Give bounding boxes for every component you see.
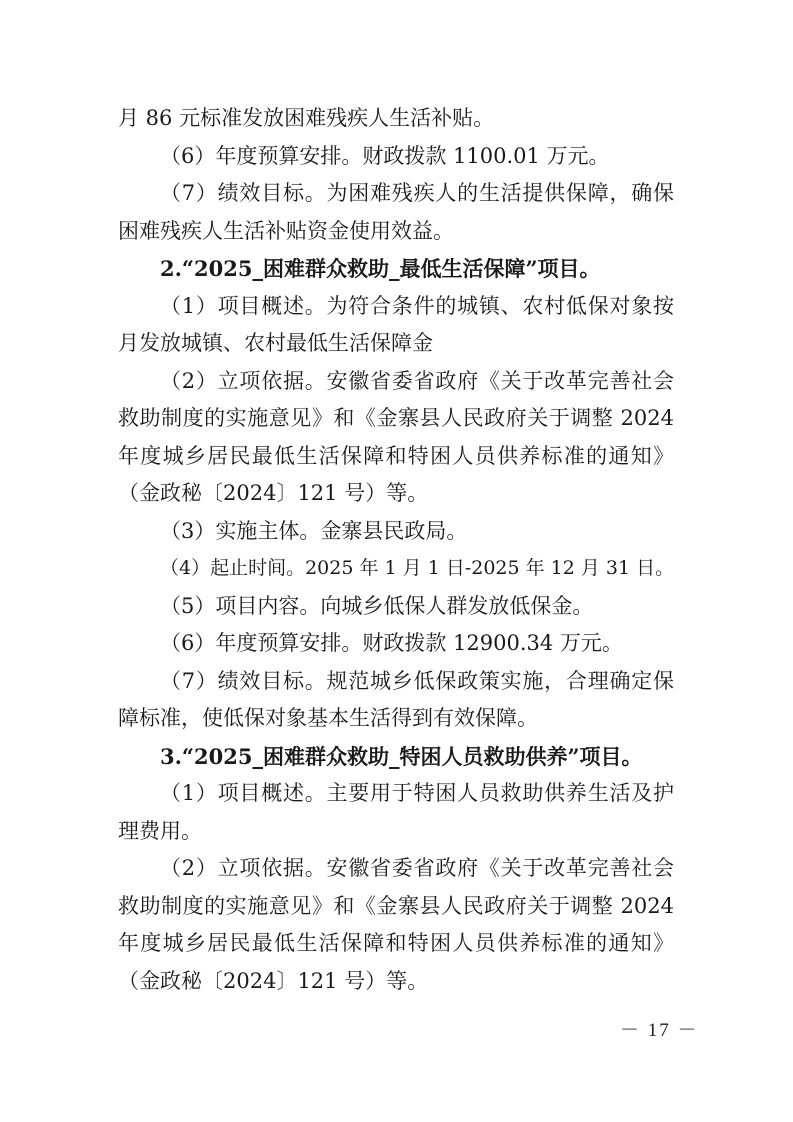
text-line: （金政秘〔2024〕121 号）等。 — [118, 481, 429, 505]
section-heading-2: 2.“2025_困难群众救助_最低生活保障”项目。 — [160, 256, 601, 281]
text-line: （2）立项依据。安徽省委省政府《关于改革完善社会 — [160, 856, 674, 880]
text-line: （7）绩效目标。为困难残疾人的生活提供保障，确保 — [160, 181, 674, 205]
text-line: （6）年度预算安排。财政拨款 12900.34 万元。 — [160, 631, 623, 655]
text-line: （5）项目内容。向城乡低保人群发放低保金。 — [160, 593, 594, 618]
page-number: － 17 － — [620, 1020, 699, 1041]
text-line: 障标准，使低保对象基本生活得到有效保障。 — [118, 706, 538, 730]
text-line: 理费用。 — [118, 818, 202, 843]
text-line: （4）起止时间。2025 年 1 月 1 日-2025 年 12 月 31 日。 — [160, 557, 675, 579]
section-heading-3: 3.“2025_困难群众救助_特困人员救助供养”项目。 — [160, 743, 643, 769]
text-line: （3）实施主体。金寨县民政局。 — [160, 518, 468, 543]
text-line: （1）项目概述。为符合条件的城镇、农村低保对象按 — [160, 293, 674, 318]
text-line: 年度城乡居民最低生活保障和特困人员供养标准的通知》 — [118, 931, 674, 955]
text-line: （7）绩效目标。规范城乡低保政策实施，合理确定保 — [160, 668, 674, 693]
text-line: （2）立项依据。安徽省委省政府《关于改革完善社会 — [160, 368, 674, 393]
text-line: 救助制度的实施意见》和《金寨县人民政府关于调整 2024 — [118, 406, 674, 430]
text-line: 救助制度的实施意见》和《金寨县人民政府关于调整 2024 — [118, 893, 674, 918]
text-line: 月 86 元标准发放困难残疾人生活补贴。 — [118, 106, 495, 130]
text-line: （1）项目概述。主要用于特困人员救助供养生活及护 — [160, 781, 674, 805]
document-body — [118, 100, 674, 1000]
text-line: （6）年度预算安排。财政拨款 1100.01 万元。 — [160, 143, 610, 168]
text-line: 年度城乡居民最低生活保障和特困人员供养标准的通知》 — [118, 443, 674, 468]
text-line: 困难残疾人生活补贴资金使用效益。 — [118, 218, 454, 243]
text-line: 月发放城镇、农村最低生活保障金 — [118, 331, 433, 355]
text-line: （金政秘〔2024〕121 号）等。 — [118, 968, 429, 993]
